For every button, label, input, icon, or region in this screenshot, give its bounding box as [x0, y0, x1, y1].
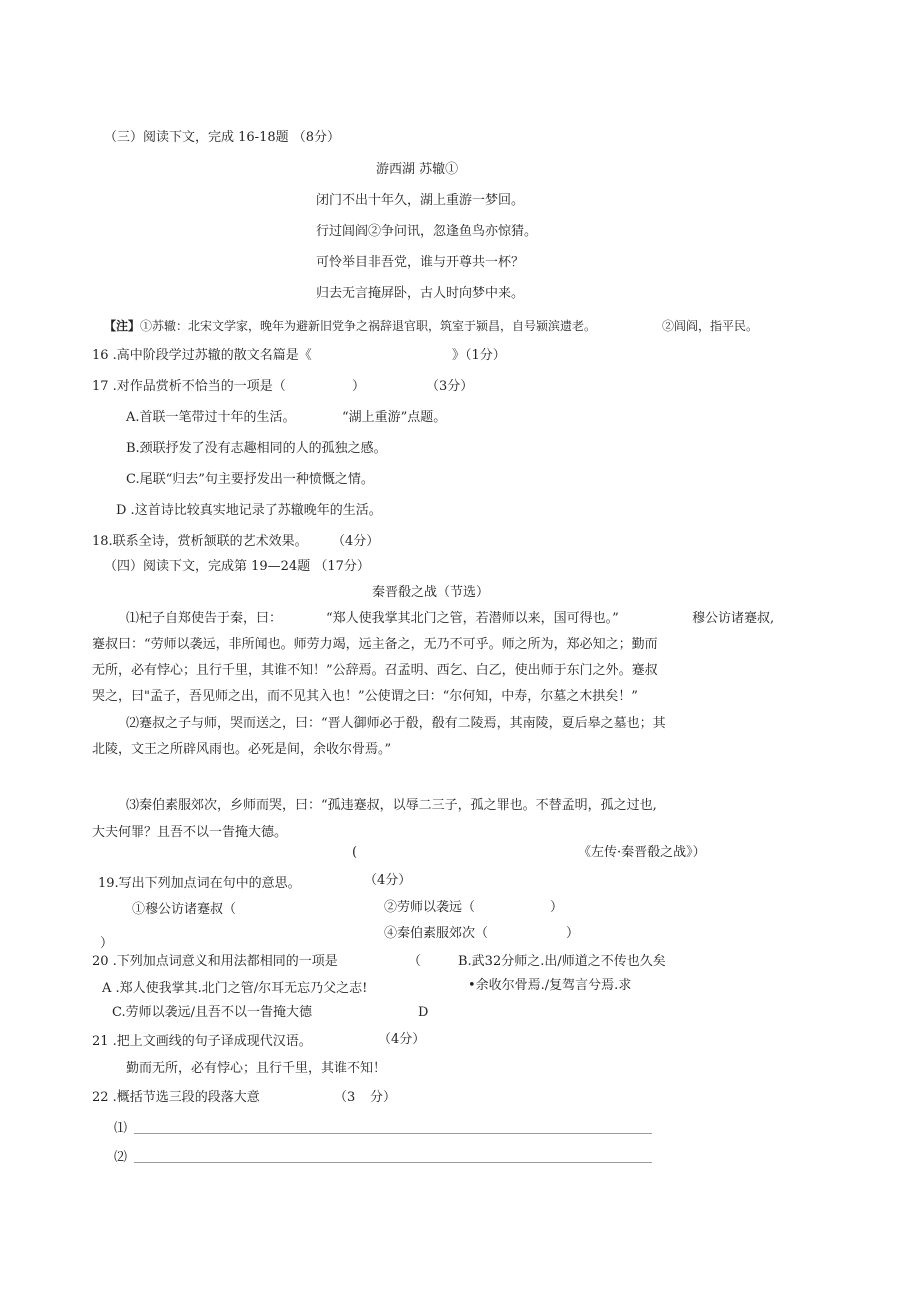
section4-heading: （四）阅读下文，完成第 19—24题 （17分） [104, 559, 370, 574]
answer-line-1[interactable] [134, 1133, 652, 1134]
q18-score: （4分） [332, 534, 380, 549]
q19-item-4: ④秦伯素服郊次（ [384, 926, 489, 941]
q17-close: ） [352, 379, 366, 394]
q21-stem: 21 .把上文画线的句子译成现代汉语。 [92, 1034, 312, 1049]
q17-option-a-2: “湖上重游”点题。 [342, 410, 447, 425]
para2-line-1: ⑵蹇叔之子与师，哭而送之，曰：“晋人御师必于殽，殽有二陵焉，其南陵，夏后皋之墓也；其 [126, 716, 666, 731]
answer-line-1-label: ⑴ [114, 1121, 128, 1136]
poem-line-3: 可怜举目非吾党，谁与开尊共一杯？ [316, 255, 525, 270]
q16-stem: 16 .高中阶段学过苏辙的散文名篇是《 [92, 348, 312, 363]
q18-stem: 18.联系全诗，赏析颔联的艺术效果。 [92, 534, 308, 549]
note [104, 318, 596, 334]
q19-item-1: ①穆公访诸蹇叔（ [132, 902, 237, 917]
para3-line-2: 大夫何罪？且吾不以一眚掩大德。 [92, 825, 288, 840]
q19-stem: 19.写出下列加点词在句中的意思。 [98, 876, 301, 891]
para3-line-1: ⑶秦伯素服郊次，乡师而哭，曰：“孤违蹇叔，以辱二三子，孤之罪也。不替孟明，孤之过也, [126, 798, 657, 813]
poem-line-4: 归去无言掩屏卧，古人时向梦中来。 [316, 286, 525, 301]
q21-sentence: 勤而无所，必有悖心；且行千里，其谁不知！ [126, 1061, 387, 1076]
answer-line-2[interactable] [134, 1162, 652, 1163]
q21-score: （4分） [378, 1032, 426, 1047]
q16-tail: 》（1分） [452, 348, 506, 363]
source-citation: 《左传·秦晋殽之战》） [578, 845, 706, 860]
para1-line-2: 蹇叔曰：“劳师以袭远，非所闻也。师劳力竭，远主备之，无乃不可乎。师之所为，郑必知之；勤而 [92, 637, 658, 652]
section3-heading: （三）阅读下文，完成 16-18题 （8分） [104, 130, 341, 145]
q20-stem: 20 .下列加点词意义和用法都相同的一项是 [92, 954, 338, 969]
q17-stem: 17 .对作品赏析不恰当的一项是（ [92, 379, 286, 394]
source-open: ( [352, 845, 358, 860]
poem-line-2: 行过闾阎②争问讯，忽逢鱼鸟亦惊猜。 [316, 224, 538, 239]
note-text: ①苏辙：北宋文学家，晚年为避新旧党争之祸辞退官职，筑室于颍昌，自号颍滨遗老。 [140, 319, 597, 333]
q20-option-d: D [418, 1005, 429, 1020]
passage-title: 秦晋殽之战（节选） [372, 585, 490, 600]
poem-title: 游西湖 苏辙① [376, 162, 459, 177]
q22-stem: 22 .概括节选三段的段落大意 [92, 1090, 260, 1105]
para1-line-1b: “郑人使我掌其北门之管，若潜师以来，国可得也。” [326, 611, 619, 626]
q19-item-4-close: ） [566, 926, 580, 941]
q19-item-3-close: ） [100, 936, 114, 951]
q17-option-a: A.首联一笔带过十年的生活。 [126, 410, 296, 425]
q17-option-d: D .这首诗比较真实地记录了苏辙晚年的生活。 [116, 503, 382, 518]
q19-score: （4分） [364, 873, 412, 888]
para1-line-3: 无所，必有悖心；且行千里，其谁不知！”公辞焉。召孟明、西乞、白乙，使出师于东门之外。蹇叔 [92, 663, 658, 678]
q20-option-b-2: •余收尔骨焉./复驾言兮焉.求 [468, 978, 632, 993]
note-text-2: ②闾阎，指平民。 [662, 319, 759, 333]
q20-option-b: B.武32分师之.出/师道之不传也久矣 [458, 954, 666, 969]
para1-line-4: 哭之，曰"孟子，吾见师之出，而不见其入也！”公使谓之曰：“尔何知，中寿，尔墓之木拱矣！” [92, 689, 638, 704]
poem-line-1: 闭门不出十年久，湖上重游一梦回。 [316, 193, 525, 208]
note-label: 【注】 [104, 319, 141, 333]
q17-option-b: B.颈联抒发了没有志趣相同的人的孤独之感。 [126, 441, 387, 456]
para2-line-2: 北陵，文王之所辟风雨也。必死是间，余收尔骨焉。” [92, 742, 392, 757]
q19-item-2: ②劳师以袭远（ [384, 900, 476, 915]
q22-score-2: 分） [370, 1090, 397, 1105]
q22-score: （3 [334, 1090, 356, 1105]
para1-line-1c: 穆公访诸蹇叔, [692, 611, 775, 626]
q17-option-c: C.尾联“归去”句主要抒发出一种愤慨之情。 [126, 472, 374, 487]
q20-paren: （ [408, 954, 422, 969]
q20-option-a: A .郑人使我掌其.北门之管/尔耳无忘乃父之志! [102, 981, 368, 996]
para1-line-1a: ⑴杞子自郑使告于秦，曰： [126, 611, 283, 626]
answer-line-2-label: ⑵ [114, 1150, 128, 1165]
q20-option-c: C.劳师以袭远/且吾不以一眚掩大德 [112, 1005, 312, 1020]
q17-score: （3分） [426, 379, 474, 394]
q19-item-2-close: ） [550, 900, 564, 915]
